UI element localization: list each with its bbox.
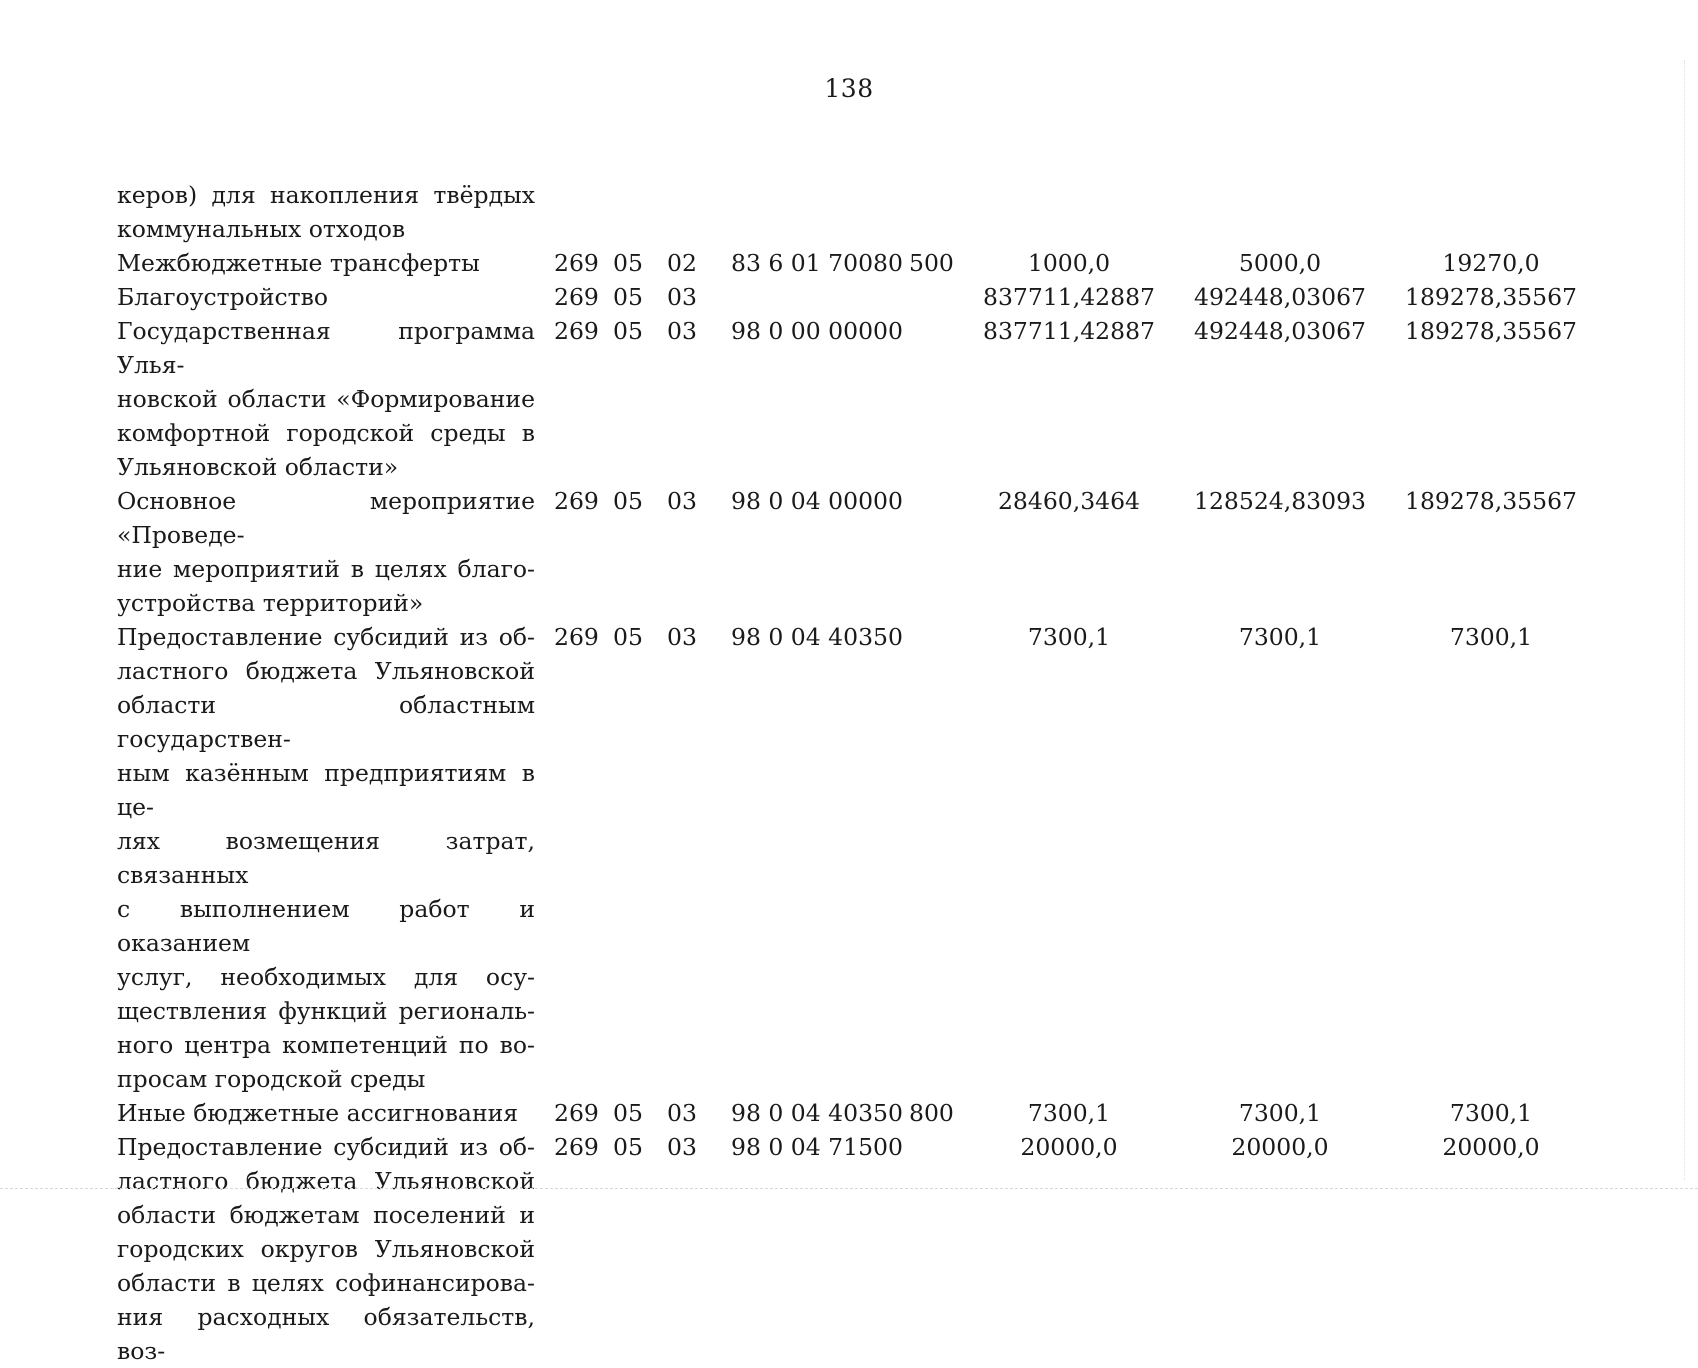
target-item-code: 83 6 01 70080 [731,249,903,277]
item-name-line: с выполнением работ и оказанием [117,895,535,957]
item-name-line: городских округов Ульяновской [117,1235,535,1263]
amount-year-2: 7300,1 [1238,623,1322,651]
item-name-line: устройства территорий» [117,589,424,617]
department-code: 269 [554,317,599,345]
item-name-line: коммунальных отходов [117,215,406,243]
department-code: 269 [554,487,599,515]
item-name-line: ластного бюджета Ульяновской [117,657,535,685]
expense-type-code: 800 [909,1099,954,1127]
department-code: 269 [554,1133,599,1161]
item-name-line: области бюджетам поселений и [117,1201,535,1229]
item-name [117,620,535,1096]
amount-year-1: 28460,3464 [997,487,1141,515]
amount-year-1: 1000,0 [1027,249,1111,277]
table-row [117,1130,1597,1368]
item-name-line: области областным государствен- [117,691,535,753]
item-name-line: Иные бюджетные ассигнования [117,1099,519,1127]
amount-year-3: 189278,35567 [1405,317,1577,345]
target-item-code: 98 0 04 40350 [731,623,903,651]
target-item-code: 98 0 00 00000 [731,317,903,345]
item-name [117,280,535,314]
target-item-code: 98 0 04 71500 [731,1133,903,1161]
item-name [117,484,535,620]
section-code: 05 [613,317,643,345]
amount-year-3: 19270,0 [1442,249,1540,277]
amount-year-1: 7300,1 [1027,623,1111,651]
item-name-line: керов) для накопления твёрдых [117,181,535,209]
item-name-line: услуг, необходимых для осу- [117,963,535,991]
department-code: 269 [554,283,599,311]
section-code: 05 [613,1133,643,1161]
item-name [117,1096,535,1130]
amount-year-1: 7300,1 [1027,1099,1111,1127]
amount-year-2: 492448,03067 [1194,317,1366,345]
amount-year-2: 492448,03067 [1194,283,1366,311]
subsection-code: 02 [667,249,697,277]
subsection-code: 03 [667,283,697,311]
department-code: 269 [554,1099,599,1127]
table-row [117,1096,1597,1130]
target-item-code: 98 0 04 00000 [731,487,903,515]
item-name-line: Благоустройство [117,283,329,311]
amount-year-1: 20000,0 [1020,1133,1118,1161]
item-name-line: ластного бюджета Ульяновской [117,1167,535,1195]
amount-year-3: 189278,35567 [1405,487,1577,515]
item-name-line: Предоставление субсидий из об- [117,1133,535,1161]
item-name-line: Государственная программа Улья- [117,317,535,379]
table-row [117,484,1597,620]
expense-type-code: 500 [909,249,954,277]
section-code: 05 [613,283,643,311]
amount-year-3: 20000,0 [1442,1133,1540,1161]
table-row [117,178,1597,246]
subsection-code: 03 [667,317,697,345]
amount-year-2: 5000,0 [1238,249,1322,277]
amount-year-1: 837711,42887 [983,317,1155,345]
item-name-line: ния расходных обязательств, воз- [117,1303,535,1365]
page-number: 138 [824,74,874,103]
subsection-code: 03 [667,1099,697,1127]
item-name-line: лях возмещения затрат, связанных [117,827,535,889]
amount-year-3: 189278,35567 [1405,283,1577,311]
amount-year-2: 7300,1 [1238,1099,1322,1127]
item-name-line: ние мероприятий в целях благо- [117,555,535,583]
target-item-code: 98 0 04 40350 [731,1099,903,1127]
table-row [117,314,1597,484]
amount-year-3: 7300,1 [1449,623,1533,651]
item-name-line: ществления функций региональ- [117,997,535,1025]
table-row [117,620,1597,1096]
scan-artifact-bottom [0,1188,1698,1191]
section-code: 05 [613,623,643,651]
item-name [117,1130,535,1368]
item-name [117,246,535,280]
item-name [117,178,535,246]
table-row [117,280,1597,314]
subsection-code: 03 [667,487,697,515]
item-name-line: Ульяновской области» [117,453,399,481]
section-code: 05 [613,1099,643,1127]
item-name-line: ного центра компетенций по во- [117,1031,535,1059]
amount-year-3: 7300,1 [1449,1099,1533,1127]
item-name-line: Межбюджетные трансферты [117,249,480,277]
amount-year-2: 20000,0 [1231,1133,1329,1161]
item-name-line: Предоставление субсидий из об- [117,623,535,651]
item-name-line: просам городской среды [117,1065,426,1093]
section-code: 05 [613,249,643,277]
subsection-code: 03 [667,1133,697,1161]
item-name-line: новской области «Формирование [117,385,535,413]
table-row [117,246,1597,280]
subsection-code: 03 [667,623,697,651]
item-name-line: Основное мероприятие «Проведе- [117,487,535,549]
department-code: 269 [554,249,599,277]
scan-artifact-edge [1684,60,1686,1180]
section-code: 05 [613,487,643,515]
department-code: 269 [554,623,599,651]
item-name [117,314,535,484]
amount-year-2: 128524,83093 [1194,487,1366,515]
item-name-line: комфортной городской среды в [117,419,535,447]
amount-year-1: 837711,42887 [983,283,1155,311]
item-name-line: области в целях софинансирова- [117,1269,535,1297]
item-name-line: ным казённым предприятиям в це- [117,759,535,821]
